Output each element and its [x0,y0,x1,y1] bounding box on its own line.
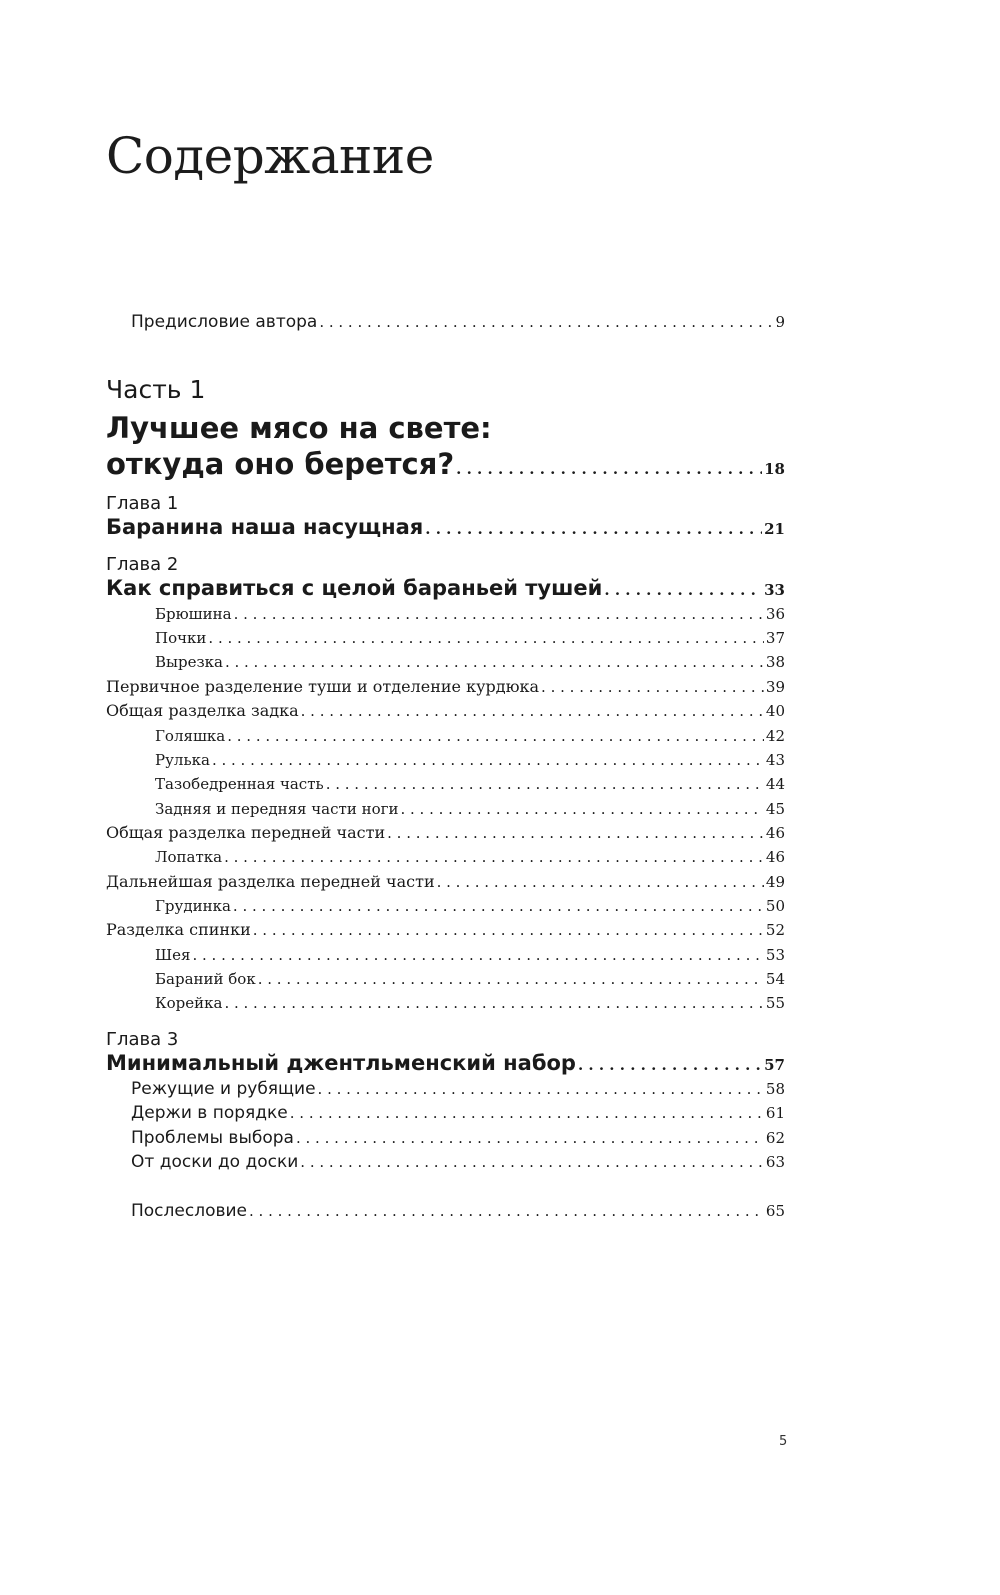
dot-leader [318,1078,764,1100]
toc-entry-page: 21 [764,520,785,538]
toc-entry-page: 53 [765,946,785,964]
dot-leader [192,944,763,966]
dot-leader [437,871,764,893]
toc-entry-page: 58 [765,1080,785,1098]
toc-entry-label: Дальнейшая разделка передней части [106,872,435,891]
toc-entry-page: 46 [765,848,785,866]
dot-leader [258,968,764,990]
page-number: 5 [779,1434,788,1449]
chapter-title: Как справиться с целой бараньей тушей [106,576,603,600]
page-title: Содержание [106,127,434,185]
toc-entry-page: 38 [765,653,785,671]
toc-entry-label: Шея [155,946,191,964]
chapter-label: Глава 1 [106,493,179,514]
toc-entry-page: 57 [764,1056,785,1074]
toc-entry-label: От доски до доски [131,1152,299,1172]
toc-entry-label: Вырезка [155,653,223,671]
dot-leader [425,516,762,542]
toc-entry-chapter-2[interactable] [106,575,785,603]
toc-entry-label: Режущие и рубящие [131,1079,316,1099]
dot-leader [249,1200,764,1222]
toc-entry[interactable] [155,603,785,625]
toc-entry[interactable] [155,725,785,747]
toc-entry-label: Лопатка [155,848,223,866]
toc-entry-page: 46 [765,824,785,842]
toc-entry[interactable] [131,1102,785,1124]
dot-leader [233,895,764,917]
toc-entry[interactable] [106,700,785,722]
toc-entry-label: Грудинка [155,897,231,915]
toc-entry-label: Почки [155,629,207,647]
toc-entry[interactable] [131,1151,785,1173]
dot-leader [224,846,764,868]
toc-entry-label: Предисловие автора [131,312,318,332]
toc-entry-label: Держи в порядке [131,1103,288,1123]
dot-leader [319,311,773,333]
part-label: Часть 1 [106,375,206,404]
toc-entry-chapter-3[interactable] [106,1050,785,1078]
toc-entry-page: 33 [764,581,785,599]
toc-entry[interactable] [106,919,785,941]
toc-entry-label: Рулька [155,751,210,769]
toc-entry-page: 40 [765,702,785,720]
toc-entry-chapter-1[interactable] [106,514,785,542]
toc-entry[interactable] [155,627,785,649]
dot-leader [387,822,764,844]
dot-leader [253,919,764,941]
chapter-title: Минимальный джентльменский набор [106,1051,576,1075]
dot-leader [208,627,764,649]
toc-entry-page: 65 [765,1202,785,1220]
toc-entry-page: 54 [765,970,785,988]
toc-entry-label: Тазобедренная часть [155,775,324,793]
toc-entry-page: 37 [765,629,785,647]
chapter-label: Глава 3 [106,1029,179,1050]
dot-leader [456,451,762,487]
dot-leader [227,725,764,747]
toc-entry-label: Корейка [155,994,223,1012]
toc-entry-preface[interactable] [131,311,785,333]
dot-leader [300,1151,764,1173]
toc-entry-label: Брюшина [155,605,232,623]
toc-entry-page: 39 [765,678,785,696]
chapter-title: Баранина наша насущная [106,515,424,539]
toc-entry[interactable] [131,1127,785,1149]
dot-leader [604,577,762,603]
dot-leader [234,603,764,625]
toc-entry[interactable] [131,1078,785,1100]
toc-entry[interactable] [155,968,785,990]
toc-entry-page: 18 [764,460,785,478]
toc-entry-page: 62 [765,1129,785,1147]
toc-entry[interactable] [155,773,785,795]
toc-entry-label: Общая разделка передней части [106,823,386,842]
toc-entry-page: 44 [765,775,785,793]
toc-entry-page: 55 [765,994,785,1012]
toc-entry[interactable] [155,651,785,673]
toc-entry-label: Разделка спинки [106,920,251,939]
toc-entry[interactable] [155,798,785,820]
toc-entry[interactable] [106,871,785,893]
toc-entry-page: 49 [765,873,785,891]
toc-entry[interactable] [155,895,785,917]
dot-leader [578,1052,762,1078]
toc-entry-page: 61 [765,1104,785,1122]
toc-entry[interactable] [106,676,785,698]
toc-entry-label: Проблемы выбора [131,1128,294,1148]
toc-entry[interactable] [155,749,785,771]
toc-entry-label: Задняя и передняя части ноги [155,800,399,818]
toc-entry-label: Голяшка [155,727,226,745]
part-title-line1: Лучшее мясо на свете: [106,411,492,445]
dot-leader [541,676,764,698]
toc-entry-page: 52 [765,921,785,939]
toc-entry-page: 43 [765,751,785,769]
dot-leader [290,1102,764,1124]
chapter-label: Глава 2 [106,554,179,575]
toc-entry-part-1[interactable] [106,446,785,487]
toc-entry-page: 9 [775,313,785,331]
dot-leader [212,749,764,771]
dot-leader [326,773,764,795]
part-title-line2: откуда оно берется? [106,447,455,481]
toc-entry-page: 36 [765,605,785,623]
toc-entry[interactable] [106,822,785,844]
toc-entry[interactable] [155,944,785,966]
dot-leader [301,700,764,722]
dot-leader [224,992,763,1014]
dot-leader [296,1127,764,1149]
toc-entry-label: Послесловие [131,1201,247,1221]
toc-entry-label: Общая разделка задка [106,701,299,720]
toc-entry-page: 63 [765,1153,785,1171]
dot-leader [400,798,763,820]
toc-entry[interactable] [155,846,785,868]
toc-entry-page: 50 [765,897,785,915]
toc-entry-label: Бараний бок [155,970,256,988]
toc-entry-afterword[interactable] [131,1200,785,1222]
dot-leader [225,651,764,673]
toc-entry[interactable] [155,992,785,1014]
toc-entry-label: Первичное разделение туши и отделение курдюка [106,677,540,696]
toc-entry-page: 42 [765,727,785,745]
toc-entry-page: 45 [765,800,785,818]
